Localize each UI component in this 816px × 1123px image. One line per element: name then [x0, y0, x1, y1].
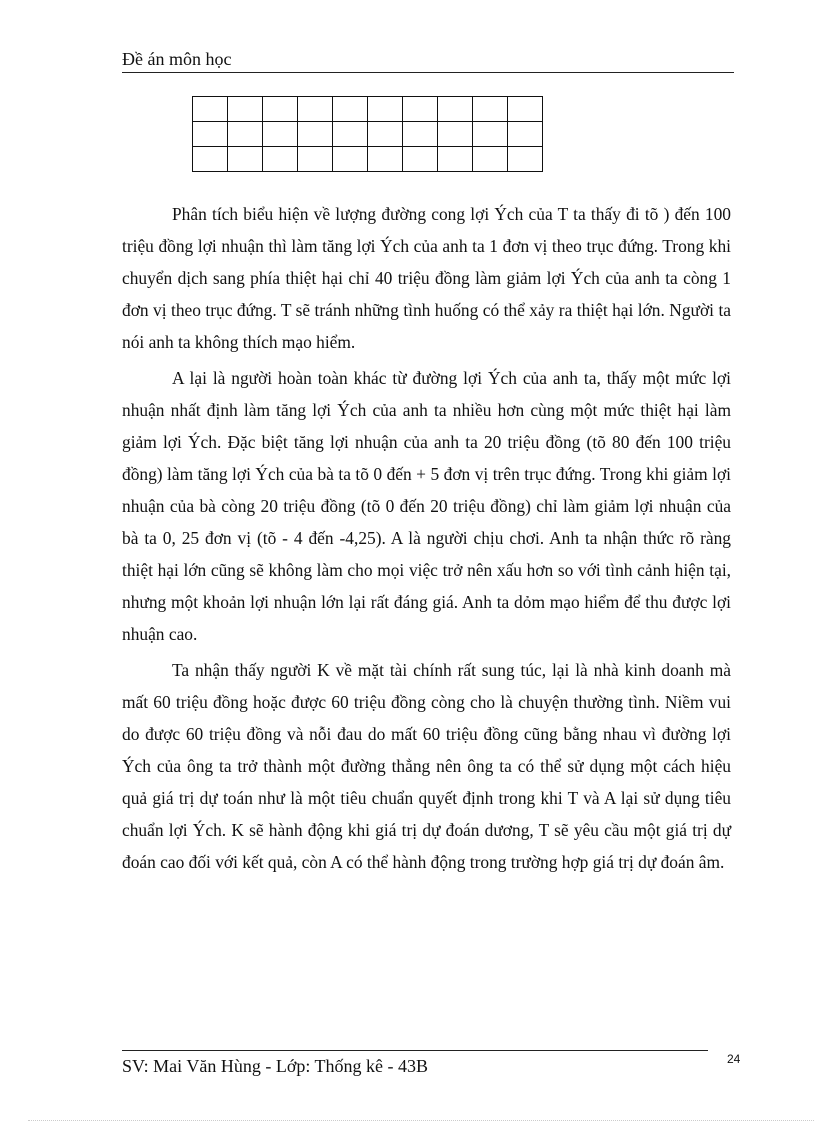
- table-cell: [263, 122, 298, 147]
- page-header: Đề án môn học: [122, 48, 734, 73]
- table-cell: [228, 97, 263, 122]
- table-cell: [298, 97, 333, 122]
- table-cell: [193, 97, 228, 122]
- table-cell: [403, 122, 438, 147]
- table-cell: [508, 147, 543, 172]
- table-cell: [333, 97, 368, 122]
- table-cell: [333, 122, 368, 147]
- empty-grid-table: [192, 96, 543, 172]
- table-cell: [473, 122, 508, 147]
- table-cell: [508, 122, 543, 147]
- paragraph: Ta nhận thấy người K về mặt tài chính rất sung túc, lại là nhà kinh doanh mà mất 60 triệu đồng hoặc được 60 triệu đồng còng cho là chuyện thường tình. Niềm vui do được 60 triệu đồng và nỗi đau do mất 60 triệu đồng cũng bằng nhau vì đường lợi Ých của ông ta trở thành một đường thẳng nên ông ta có thể sử dụng một cách hiệu quả giá trị dự toán như là một tiêu chuẩn quyết định trong khi T và A lại sử dụng tiêu chuẩn lợi Ých. K sẽ hành động khi giá trị dự đoán dương, T sẽ yêu cầu một giá trị dự đoán cao đối với kết quả, còn A có thể hành động trong trường hợp giá trị dự đoán âm.: [122, 660, 731, 872]
- table-cell: [193, 147, 228, 172]
- table-cell: [368, 97, 403, 122]
- table-cell: [298, 147, 333, 172]
- page-number: 24: [727, 1052, 741, 1066]
- table-cell: [333, 147, 368, 172]
- table-row: [193, 97, 543, 122]
- table-cell: [263, 147, 298, 172]
- table-cell: [193, 122, 228, 147]
- table-cell: [263, 97, 298, 122]
- table-cell: [403, 97, 438, 122]
- page-edge-divider: [28, 1120, 814, 1121]
- footer-text: SV: Mai Văn Hùng - Lớp: Thống kê - 43B: [122, 1056, 428, 1076]
- paragraph: Phân tích biểu hiện về lượng đường cong lợi Ých của T ta thấy đi tõ ) đến 100 triệu đồng lợi nhuận thì làm tăng lợi Ých của anh ta 1 đơn vị theo trục đứng. Trong khi chuyển dịch sang phía thiệt hại chỉ 40 triệu đồng làm giảm lợi Ých của anh ta còng 1 đơn vị theo trục đứng. T sẽ tránh những tình huống có thể xảy ra thiệt hại lớn. Người ta nói anh ta không thích mạo hiểm.: [122, 204, 731, 352]
- table-cell: [368, 147, 403, 172]
- table-cell: [368, 122, 403, 147]
- table-row: [193, 147, 543, 172]
- table-cell: [228, 122, 263, 147]
- table-cell: [403, 147, 438, 172]
- table-row: [193, 122, 543, 147]
- table-cell: [508, 97, 543, 122]
- table-cell: [228, 147, 263, 172]
- table-cell: [438, 97, 473, 122]
- table-cell: [473, 97, 508, 122]
- table-cell: [438, 122, 473, 147]
- table-cell: [473, 147, 508, 172]
- paragraph: A lại là người hoàn toàn khác từ đường lợi Ých của anh ta, thấy một mức lợi nhuận nhất định làm tăng lợi Ých của anh ta nhiều hơn cùng một mức thiệt hại làm giảm lợi Ých. Đặc biệt tăng lợi nhuận của anh ta 20 triệu đồng (tõ 80 đến 100 triệu đồng) làm tăng lợi Ých của bà ta tõ 0 đến + 5 đơn vị trên trục đứng. Trong khi giảm lợi nhuận của bà còng 20 triệu đồng (tõ 0 đến 20 triệu đồng) chỉ làm giảm lợi nhuận của bà ta 0, 25 đơn vị (tõ - 4 đến -4,25). A là người chịu chơi. Anh ta nhận thức rõ ràng thiệt hại lớn cũng sẽ không làm cho mọi việc trở nên xấu hơn so với tình cảnh hiện tại, nhưng một khoản lợi nhuận lớn lại rất đáng giá. Anh ta dỏm mạo hiểm để thu được lợi nhuận cao.: [122, 368, 731, 644]
- table-cell: [438, 147, 473, 172]
- table-cell: [298, 122, 333, 147]
- body-text: [122, 198, 731, 882]
- footer-rule: [122, 1050, 708, 1051]
